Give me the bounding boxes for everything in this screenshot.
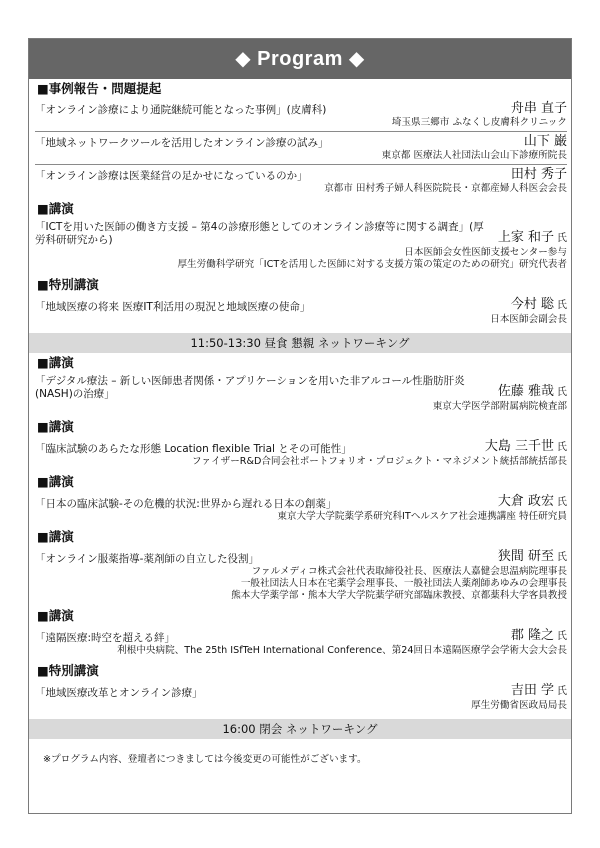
talk-title: 「地域医療の将来 医療IT利活用の現況と地域医療の使命」 <box>35 301 311 313</box>
talk-row <box>35 628 567 645</box>
talk-entry <box>35 99 567 132</box>
speaker-affiliation: 日本医師会女性医師支援センター参与 <box>404 247 567 258</box>
speaker-honorific: 氏 <box>557 233 567 244</box>
speaker-name: 大倉 政宏 <box>497 494 554 509</box>
program-section <box>35 353 567 417</box>
speaker-honorific: 氏 <box>557 686 567 697</box>
program-section <box>35 606 567 661</box>
talk-row <box>35 494 567 511</box>
speaker-name: 田村 秀子 <box>510 167 567 182</box>
talk-title: 「オンライン診療により通院継続可能となった事例」(皮膚科) <box>35 104 327 116</box>
speaker-block <box>524 134 567 150</box>
morning-sessions <box>35 79 567 330</box>
program-section <box>35 79 567 199</box>
talk-entry <box>35 626 567 659</box>
speaker-name: 狭間 研至 <box>497 549 554 564</box>
speaker-affiliation: 利根中央病院、The 25th ISfTeH International Conference、第24回日本遠隔医療学会学術大会大会長 <box>117 645 567 656</box>
section-heading: ■講演 <box>37 419 74 434</box>
speaker-affiliation: 東京都 医療法人社団法山会山下診療所院長 <box>381 150 567 161</box>
speaker-affiliation: ファルメディコ株式会社代表取締役社長、医療法人嘉健会思温病院理事長 <box>251 566 567 577</box>
afternoon-sessions <box>35 353 567 716</box>
talk-row <box>35 297 567 314</box>
program-header <box>29 39 571 79</box>
section-heading: ■講演 <box>37 474 74 489</box>
program-frame <box>28 38 572 814</box>
talk-row <box>35 221 567 247</box>
talk-entry <box>35 295 567 328</box>
speaker-block <box>511 101 567 117</box>
program-section <box>35 417 567 472</box>
speaker-affiliation: 厚生労働省医政局局長 <box>471 700 567 711</box>
talk-entry <box>35 492 567 525</box>
talk-entry <box>35 681 567 714</box>
speaker-honorific: 氏 <box>557 552 567 563</box>
talk-title: 「オンライン服薬指導-薬剤師の自立した役割」 <box>35 553 259 565</box>
section-heading: ■特別講演 <box>37 663 99 678</box>
talk-entry <box>35 373 567 415</box>
program-section <box>35 527 567 606</box>
speaker-affiliation: 厚生労働科学研究「ICTを活用した医師に対する支援方策の策定のための研究」研究代表者 <box>177 259 567 270</box>
speaker-affiliation: 埼玉県三郷市 ふなくし皮膚科クリニック <box>391 117 567 128</box>
speaker-honorific: 氏 <box>557 631 567 642</box>
talk-title: 「オンライン診療は医業経営の足かせになっているのか」 <box>35 170 308 182</box>
program-title: ◆ Program ◆ <box>235 48 365 70</box>
program-content <box>29 79 571 765</box>
speaker-block <box>498 494 567 511</box>
section-heading: ■講演 <box>37 355 74 370</box>
talk-title: 「地域医療改革とオンライン診療」 <box>35 687 203 699</box>
talk-entry <box>35 132 567 165</box>
talk-entry <box>35 165 567 197</box>
speaker-name: 佐藤 雅哉 <box>497 384 554 399</box>
talk-entry <box>35 547 567 604</box>
talk-entry <box>35 219 567 273</box>
speaker-block <box>498 549 567 566</box>
disclaimer-note <box>35 739 567 765</box>
talk-title: 「地域ネットワークツールを活用したオンライン診療の試み」 <box>35 137 329 149</box>
talk-title: 「デジタル療法 – 新しい医師患者関係・アプリケーションを用いた非アルコール性脂肪肝炎(NASH)の治療」 <box>35 375 465 400</box>
disclaimer-text: ※プログラム内容、登壇者につきましては今後変更の可能性がございます。 <box>43 754 367 765</box>
speaker-honorific: 氏 <box>557 497 567 508</box>
section-heading: ■事例報告・問題提起 <box>37 81 162 96</box>
talk-row <box>35 101 567 117</box>
talk-title: 「日本の臨床試験-その危機的状況:世界から遅れる日本の創薬」 <box>35 498 337 510</box>
speaker-honorific: 氏 <box>557 300 567 311</box>
speaker-affiliation: 東京大学医学部附属病院検査部 <box>432 401 567 412</box>
speaker-block <box>498 230 567 247</box>
speaker-affiliation: ファイザーR&D合同会社ポートフォリオ・プロジェクト・マネジメント統括部統括部長 <box>192 456 567 467</box>
speaker-block <box>511 297 567 314</box>
speaker-name: 上家 和子 <box>497 230 554 245</box>
speaker-affiliation: 熊本大学薬学部・熊本大学大学院薬学研究部臨床教授、京都薬科大学客員教授 <box>231 590 567 601</box>
speaker-affiliation: 京都市 田村秀子婦人科医院院長・京都産婦人科医会会長 <box>324 183 567 194</box>
talk-row <box>35 134 567 150</box>
speaker-name: 舟串 直子 <box>510 101 567 116</box>
speaker-affiliation: 東京大学大学院薬学系研究科ITヘルスケア社会連携講座 特任研究員 <box>277 511 567 522</box>
speaker-block <box>485 439 567 456</box>
speaker-block <box>511 628 567 645</box>
speaker-name: 吉田 学 <box>510 683 554 698</box>
section-heading: ■講演 <box>37 201 74 216</box>
lunch-break-band <box>29 333 571 353</box>
section-heading: ■講演 <box>37 529 74 544</box>
speaker-honorific: 氏 <box>557 387 567 398</box>
speaker-name: 山下 巌 <box>523 134 567 149</box>
speaker-block <box>511 683 567 700</box>
speaker-affiliation: 一般社団法人日本在宅薬学会理事長、一般社団法人薬剤師あゆみの会理事長 <box>240 578 567 589</box>
speaker-name: 今村 聡 <box>510 297 554 312</box>
section-heading: ■講演 <box>37 608 74 623</box>
closing-text: 16:00 閉会 ネットワーキング <box>222 722 378 736</box>
closing-band <box>29 719 571 739</box>
talk-row <box>35 167 567 183</box>
speaker-name: 大島 三千世 <box>484 439 554 454</box>
section-heading: ■特別講演 <box>37 277 99 292</box>
speaker-affiliation: 日本医師会副会長 <box>490 314 567 325</box>
talk-row <box>35 549 567 566</box>
speaker-name: 郡 隆之 <box>510 628 554 643</box>
program-section <box>35 661 567 716</box>
talk-title: 「ICTを用いた医師の働き方支援 – 第4の診療形態としてのオンライン診療等に関する調査」(厚労科研研究から) <box>35 221 484 246</box>
lunch-break-text: 11:50-13:30 昼食 懇親 ネットワーキング <box>190 336 410 350</box>
speaker-block <box>511 167 567 183</box>
talk-row <box>35 375 567 401</box>
speaker-honorific: 氏 <box>557 442 567 453</box>
talk-row <box>35 439 567 456</box>
talk-title: 「遠隔医療:時空を超える絆」 <box>35 632 176 644</box>
talk-row <box>35 683 567 700</box>
talk-title: 「臨床試験のあらたな形態 Location flexible Trial とその可能性」 <box>35 443 352 455</box>
talk-entry <box>35 437 567 470</box>
program-section <box>35 472 567 527</box>
program-section <box>35 199 567 275</box>
speaker-block <box>498 384 567 401</box>
program-section <box>35 275 567 330</box>
